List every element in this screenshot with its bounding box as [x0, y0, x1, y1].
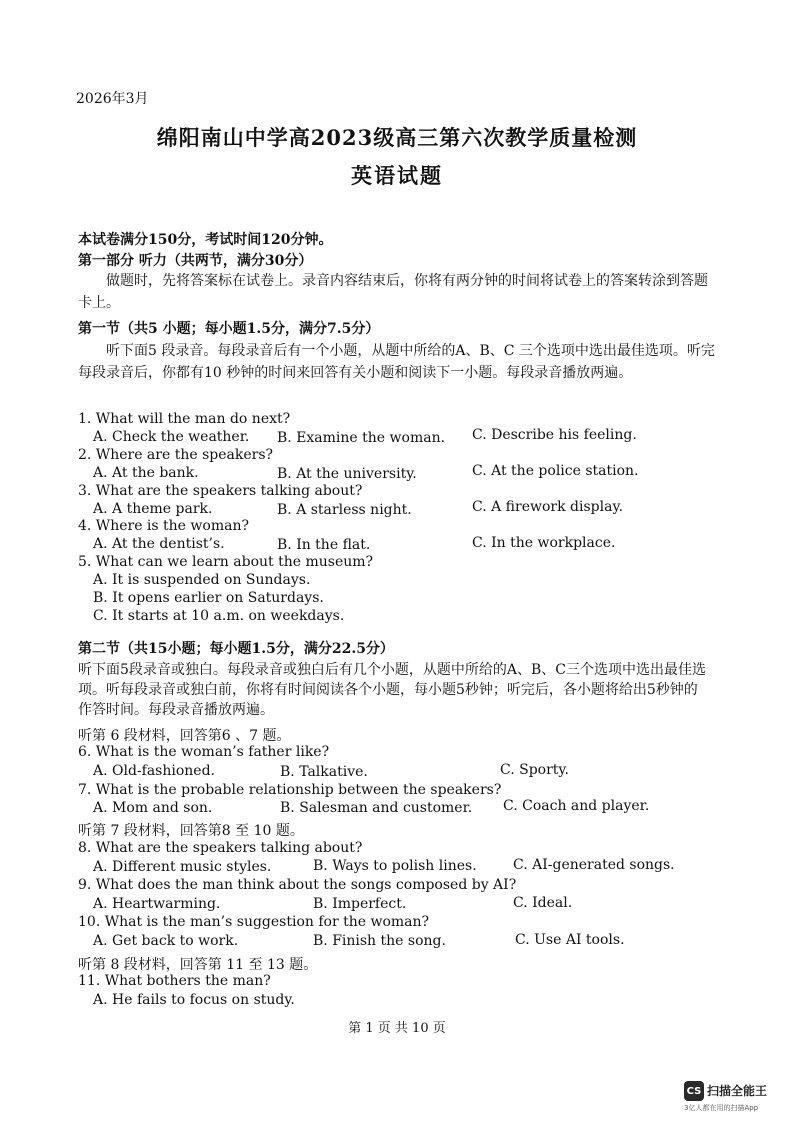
q2-option-a: A. At the bank. [93, 465, 199, 481]
q4-option-b: B. In the flat. [277, 537, 371, 553]
section2-title: 第二节（共15小题；每小题1.5分，满分22.5分） [78, 641, 394, 657]
q10-option-c: C. Use AI tools. [515, 932, 625, 948]
q11-option-a: A. He fails to focus on study. [93, 992, 295, 1008]
q1-option-c: C. Describe his feeling. [472, 427, 637, 443]
q2-option-c: C. At the police station. [472, 463, 639, 479]
question-9: 9. What does the man think about the songs composed by AI? [78, 877, 517, 893]
q8-option-a: A. Different music styles. [93, 859, 272, 875]
q1-option-b: B. Examine the woman. [277, 430, 446, 446]
q7-option-a: A. Mom and son. [93, 800, 213, 816]
q8-option-c: C. AI-generated songs. [513, 857, 675, 873]
q3-option-a: A. A theme park. [93, 501, 213, 517]
page-number: 第 1 页 共 10 页 [348, 1021, 446, 1036]
q4-option-a: A. At the dentist’s. [93, 536, 225, 552]
q10-option-b: B. Finish the song. [313, 933, 446, 949]
q9-option-a: A. Heartwarming. [93, 896, 221, 912]
q8-option-b: B. Ways to polish lines. [313, 858, 477, 874]
question-2: 2. Where are the speakers? [78, 447, 274, 463]
question-10: 10. What is the man’s suggestion for the woman? [78, 914, 430, 930]
scanner-logo-icon: CS [684, 1081, 704, 1101]
q9-option-b: B. Imperfect. [313, 896, 407, 912]
material-7-label: 听第 7 段材料，回答第8 至 10 题。 [78, 823, 304, 839]
question-8: 8. What are the speakers talking about? [78, 840, 363, 856]
q3-option-b: B. A starless night. [277, 502, 412, 518]
question-1: 1. What will the man do next? [78, 411, 291, 427]
question-11: 11. What bothers the man? [78, 973, 271, 989]
question-3: 3. What are the speakers talking about? [78, 483, 363, 499]
q3-option-c: C. A firework display. [472, 499, 623, 515]
q1-option-a: A. Check the weather. [93, 429, 250, 445]
q4-option-c: C. In the workplace. [472, 535, 616, 551]
material-6-label: 听第 6 段材料，回答第6 、7 题。 [78, 728, 291, 744]
q7-option-c: C. Coach and player. [503, 798, 650, 814]
score-line: 本试卷满分150分，考试时间120分钟。 [78, 232, 333, 248]
q7-option-b: B. Salesman and customer. [280, 800, 473, 816]
scanner-brand: 扫描全能王 [707, 1084, 768, 1098]
question-6: 6. What is the woman’s father like? [78, 744, 330, 760]
material-8-label: 听第 8 段材料，回答第 11 至 13 题。 [78, 957, 318, 973]
q10-option-a: A. Get back to work. [93, 933, 239, 949]
q6-option-b: B. Talkative. [280, 764, 368, 780]
q2-option-b: B. At the university. [277, 466, 417, 482]
section2-instructions: 听下面5段录音或独白。每段录音或独白后有几个小题，从题中所给的A、B、C三个选项中选出最佳选项。听每段录音或独白前，你将有时间阅读各个小题，每小题5秒钟；听完后，各小题将给出5秒钟的作答时间。每段录音播放两遍。 [78, 662, 707, 718]
q9-option-c: C. Ideal. [513, 895, 573, 911]
exam-title: 绵阳南山中学高2023级高三第六次教学质量检测 [156, 125, 638, 150]
section1-instructions: 听下面5 段录音。每段录音后有一个小题，从题中所给的A、B、C 三个选项中选出最佳选项。听完每段录音后，你都有10 秒钟的时间来回答有关小题和阅读下一小题。每段录音播放两遍。 [78, 343, 715, 381]
exam-subtitle: 英语试题 [351, 163, 443, 188]
q5-option-c: C. It starts at 10 a.m. on weekdays. [93, 608, 345, 624]
part1-instructions: 做题时，先将答案标在试卷上。录音内容结束后，你将有两分钟的时间将试卷上的答案转涂到答题卡上。 [78, 273, 708, 311]
question-7: 7. What is the probable relationship between the speakers? [78, 782, 502, 798]
q6-option-a: A. Old-fashioned. [93, 763, 216, 779]
question-4: 4. Where is the woman? [78, 518, 249, 534]
q5-option-a: A. It is suspended on Sundays. [93, 572, 311, 588]
q5-option-b: B. It opens earlier on Saturdays. [93, 590, 324, 606]
exam-date: 2026年3月 [76, 91, 149, 107]
scanner-slogan: 3亿人都在用的扫描App [684, 1104, 759, 1112]
section1-title: 第一节（共5 小题；每小题1.5分，满分7.5分） [78, 321, 380, 337]
part1-title: 第一部分 听力（共两节，满分30分） [78, 253, 313, 269]
question-5: 5. What can we learn about the museum? [78, 554, 374, 570]
q6-option-c: C. Sporty. [500, 762, 569, 778]
